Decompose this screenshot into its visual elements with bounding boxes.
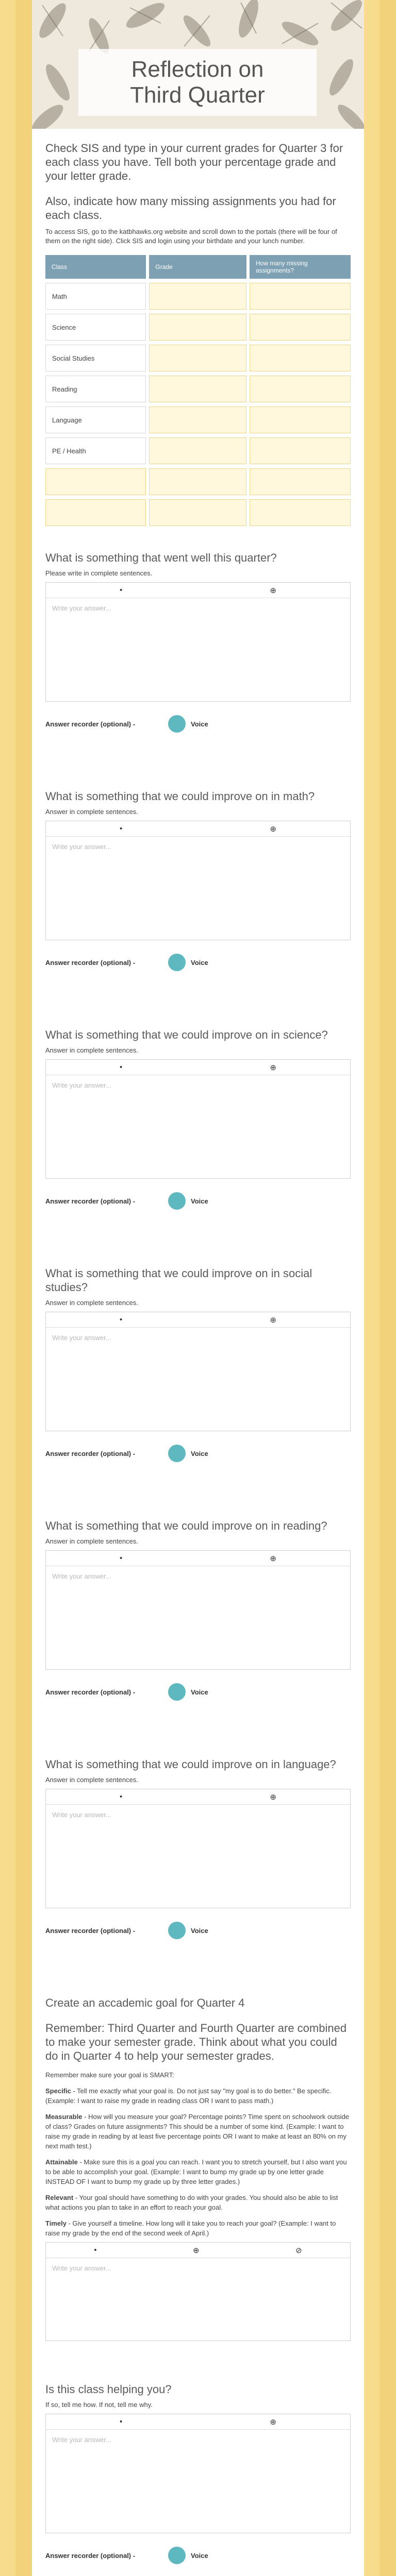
answer-editor bbox=[45, 1059, 351, 1179]
answer-input[interactable]: Write your answer... bbox=[52, 1081, 111, 1089]
bullet-list-icon[interactable]: • bbox=[120, 1554, 123, 1563]
insert-icon[interactable]: ⊕ bbox=[193, 2246, 200, 2255]
smart-item-measurable bbox=[45, 2112, 351, 2151]
bullet-list-icon[interactable]: • bbox=[94, 2246, 97, 2255]
content bbox=[32, 129, 364, 2576]
bullet-list-icon[interactable]: • bbox=[120, 586, 123, 595]
question-instruction: Answer in complete sentences. bbox=[45, 808, 138, 816]
banner bbox=[32, 0, 364, 129]
editor-toolbar bbox=[46, 1312, 350, 1328]
smart-text: - Tell me exactly what your goal is. Do not just say "my goal is to do better." Be specific. (Example: I want to raise my grade in reading class OR I want to pass math.) bbox=[45, 2087, 332, 2105]
recorder-label: Answer recorder (optional) - bbox=[45, 720, 136, 728]
record-button[interactable] bbox=[168, 1683, 186, 1701]
voice-label: Voice bbox=[191, 2551, 208, 2560]
recorder-label: Answer recorder (optional) - bbox=[45, 1688, 136, 1696]
answer-recorder bbox=[45, 1922, 351, 1939]
missing-input[interactable] bbox=[250, 437, 351, 464]
smart-key: Specific bbox=[45, 2087, 71, 2095]
question-social-studies bbox=[45, 1266, 351, 1462]
subject-input[interactable] bbox=[45, 468, 146, 495]
question-title: What is something that we could improve on in science? bbox=[45, 1028, 328, 1041]
subject-label: Language bbox=[45, 406, 146, 433]
question-instruction: Answer in complete sentences. bbox=[45, 1299, 138, 1307]
recorder-label: Answer recorder (optional) - bbox=[45, 1197, 136, 1205]
table-row bbox=[45, 314, 351, 341]
question-language bbox=[45, 1757, 351, 1939]
smart-key: Measurable bbox=[45, 2113, 82, 2121]
voice-label: Voice bbox=[191, 720, 208, 728]
answer-input[interactable]: Write your answer... bbox=[52, 1811, 111, 1819]
table-row bbox=[45, 406, 351, 433]
question-class-helping bbox=[45, 2382, 351, 2564]
table-row bbox=[45, 437, 351, 464]
smart-key: Timely bbox=[45, 2219, 67, 2227]
question-title: What is something that we could improve on in social studies? bbox=[45, 1267, 312, 1294]
insert-icon[interactable]: ⊕ bbox=[270, 1315, 276, 1325]
insert-icon[interactable]: ⊕ bbox=[270, 586, 276, 595]
goal-title: Create an accademic goal for Quarter 4 bbox=[45, 1996, 245, 2009]
question-math bbox=[45, 789, 351, 971]
answer-editor bbox=[45, 2414, 351, 2533]
intro-instructions: To access SIS, go to the katbhawks.org website and scroll down to the portals (there will be four of them on the right side). Click SIS and login using your birthdate and your lunch number. bbox=[45, 228, 337, 245]
record-button[interactable] bbox=[168, 715, 186, 733]
question-instruction: If so, tell me how. If not, tell me why. bbox=[45, 2401, 153, 2409]
answer-input[interactable]: Write your answer... bbox=[52, 604, 111, 612]
column-header-grade: Grade bbox=[149, 255, 246, 279]
column-header-class: Class bbox=[45, 255, 146, 279]
editor-toolbar bbox=[46, 1551, 350, 1566]
decorative-stripe-right bbox=[364, 0, 396, 2576]
grade-input[interactable] bbox=[149, 437, 246, 464]
goal-subtitle: Remember: Third Quarter and Fourth Quarter are combined to make your semester grade. Think about what you could do in Quarter 4 to help your semester grades. bbox=[45, 2022, 347, 2062]
insert-icon[interactable]: ⊕ bbox=[270, 2417, 276, 2427]
grade-input[interactable] bbox=[149, 406, 246, 433]
editor-toolbar bbox=[46, 2414, 350, 2430]
answer-input[interactable]: Write your answer... bbox=[52, 843, 111, 851]
editor-toolbar bbox=[46, 1060, 350, 1075]
answer-editor bbox=[45, 1312, 351, 1431]
questions-group-2 bbox=[45, 2382, 351, 2576]
answer-input[interactable]: Write your answer... bbox=[52, 1334, 111, 1342]
subject-label: Science bbox=[45, 314, 146, 341]
table-row bbox=[45, 499, 351, 526]
answer-recorder bbox=[45, 954, 351, 971]
missing-input[interactable] bbox=[250, 468, 351, 495]
goal-answer-editor bbox=[45, 2242, 351, 2341]
subject-label: Reading bbox=[45, 376, 146, 402]
bullet-list-icon[interactable]: • bbox=[120, 824, 123, 833]
question-instruction: Answer in complete sentences. bbox=[45, 1046, 138, 1054]
insert-icon[interactable]: ⊕ bbox=[270, 1792, 276, 1802]
subject-label: Social Studies bbox=[45, 345, 146, 371]
question-title: What is something that we could improve on in math? bbox=[45, 790, 315, 803]
bullet-list-icon[interactable]: • bbox=[120, 1315, 123, 1324]
grade-input[interactable] bbox=[149, 314, 246, 341]
editor-toolbar bbox=[46, 821, 350, 837]
editor-toolbar bbox=[46, 583, 350, 598]
record-button[interactable] bbox=[168, 954, 186, 971]
recorder-label: Answer recorder (optional) - bbox=[45, 958, 136, 967]
recorder-label: Answer recorder (optional) - bbox=[45, 1926, 136, 1935]
missing-input[interactable] bbox=[250, 406, 351, 433]
question-reading bbox=[45, 1519, 351, 1701]
bullet-list-icon[interactable]: • bbox=[120, 2417, 123, 2426]
smart-text: - Make sure this is a goal you can reach. I want you to stretch yourself, but I also want you to be able to accomplish your goal. (Example: I want to bump my grade up by one letter grade INSTEAD OF I want to bump my grade up by three letter grades.) bbox=[45, 2158, 347, 2185]
recorder-label: Answer recorder (optional) - bbox=[45, 2551, 136, 2560]
column-header-missing: How many missing assignments? bbox=[250, 255, 351, 279]
missing-input[interactable] bbox=[250, 376, 351, 402]
intro-heading-missing: Also, indicate how many missing assignments you had for each class. bbox=[45, 195, 336, 222]
grades-table bbox=[42, 251, 354, 530]
missing-input[interactable] bbox=[250, 499, 351, 526]
table-row bbox=[45, 468, 351, 495]
worksheet-page bbox=[32, 0, 364, 2576]
missing-input[interactable] bbox=[250, 283, 351, 310]
answer-recorder bbox=[45, 1683, 351, 1701]
grade-input[interactable] bbox=[149, 376, 246, 402]
missing-input[interactable] bbox=[250, 345, 351, 371]
editor-toolbar bbox=[46, 1789, 350, 1805]
banner-title-box bbox=[78, 49, 317, 116]
insert-icon[interactable]: ⊕ bbox=[270, 824, 276, 834]
page-title: Reflection on Third Quarter bbox=[130, 57, 265, 108]
missing-input[interactable] bbox=[250, 314, 351, 341]
smart-key: Relevant bbox=[45, 2194, 74, 2201]
grade-input[interactable] bbox=[149, 345, 246, 371]
question-title: What is something that we could improve on in reading? bbox=[45, 1519, 327, 1532]
grade-input[interactable] bbox=[149, 499, 246, 526]
answer-editor bbox=[45, 1550, 351, 1670]
answer-editor bbox=[45, 821, 351, 940]
question-went-well bbox=[45, 551, 351, 733]
clear-icon[interactable]: ⊘ bbox=[295, 2246, 302, 2255]
voice-label: Voice bbox=[191, 1926, 208, 1935]
bullet-list-icon[interactable]: • bbox=[120, 1792, 123, 1801]
smart-text: - How will you measure your goal? Percentage points? Time spent on schoolwork outside of class? Grades on future assignments? This should be a number of some kind. (Example: I want to raise my grade in reading by at least five percentage points OR I want to make at least an 80% on my next math test.) bbox=[45, 2113, 349, 2150]
answer-editor bbox=[45, 582, 351, 702]
subject-input[interactable] bbox=[45, 499, 146, 526]
voice-label: Voice bbox=[191, 1197, 208, 1205]
smart-text: - Your goal should have something to do with your grades. You should also be able to list what actions you plan to take in an effort to reach your goal. bbox=[45, 2194, 338, 2211]
goal-section bbox=[45, 1996, 351, 2341]
questions-group-1 bbox=[45, 551, 351, 1939]
question-science bbox=[45, 1028, 351, 1210]
answer-recorder bbox=[45, 715, 351, 733]
record-button[interactable] bbox=[168, 2547, 186, 2564]
question-title: What is something that we could improve on in language? bbox=[45, 1758, 336, 1771]
subject-label: Math bbox=[45, 283, 146, 310]
insert-icon[interactable]: ⊕ bbox=[270, 1063, 276, 1072]
smart-text: - Give yourself a timeline. How long will it take you to reach your goal? (Example: I want to raise my grade by the end of the second week of April.) bbox=[45, 2219, 336, 2237]
intro-heading: Check SIS and type in your current grades for Quarter 3 for each class you have. Tell both your percentage grade and your letter grade. bbox=[45, 142, 343, 182]
decorative-stripe-left bbox=[0, 0, 32, 2576]
subject-label: PE / Health bbox=[45, 437, 146, 464]
smart-item-attainable bbox=[45, 2157, 351, 2187]
question-instruction: Please write in complete sentences. bbox=[45, 569, 153, 577]
question-title: What is something that went well this quarter? bbox=[45, 551, 277, 564]
editor-toolbar bbox=[46, 2243, 350, 2258]
voice-label: Voice bbox=[191, 1688, 208, 1696]
smart-key: Attainable bbox=[45, 2158, 78, 2166]
table-row bbox=[45, 283, 351, 310]
smart-item-specific bbox=[45, 2086, 351, 2106]
answer-recorder bbox=[45, 1445, 351, 1462]
answer-input[interactable]: Write your answer... bbox=[52, 2436, 111, 2444]
answer-input[interactable]: Write your answer... bbox=[52, 1572, 111, 1580]
record-button[interactable] bbox=[168, 1922, 186, 1939]
question-title: Is this class helping you? bbox=[45, 2383, 172, 2396]
answer-recorder bbox=[45, 2547, 351, 2564]
record-button[interactable] bbox=[168, 1445, 186, 1462]
answer-input[interactable]: Write your answer... bbox=[52, 2264, 111, 2272]
grade-input[interactable] bbox=[149, 468, 246, 495]
smart-item-relevant bbox=[45, 2193, 351, 2212]
table-row bbox=[45, 345, 351, 371]
answer-recorder bbox=[45, 1192, 351, 1210]
answer-editor bbox=[45, 1789, 351, 1908]
voice-label: Voice bbox=[191, 1449, 208, 1458]
voice-label: Voice bbox=[191, 958, 208, 967]
recorder-label: Answer recorder (optional) - bbox=[45, 1449, 136, 1458]
insert-icon[interactable]: ⊕ bbox=[270, 1554, 276, 1563]
goal-lead: Remember make sure your goal is SMART: bbox=[45, 2071, 174, 2079]
table-row bbox=[45, 376, 351, 402]
record-button[interactable] bbox=[168, 1192, 186, 1210]
smart-item-timely bbox=[45, 2218, 351, 2238]
question-instruction: Answer in complete sentences. bbox=[45, 1537, 138, 1545]
bullet-list-icon[interactable]: • bbox=[120, 1063, 123, 1072]
question-instruction: Answer in complete sentences. bbox=[45, 1776, 138, 1784]
grade-input[interactable] bbox=[149, 283, 246, 310]
